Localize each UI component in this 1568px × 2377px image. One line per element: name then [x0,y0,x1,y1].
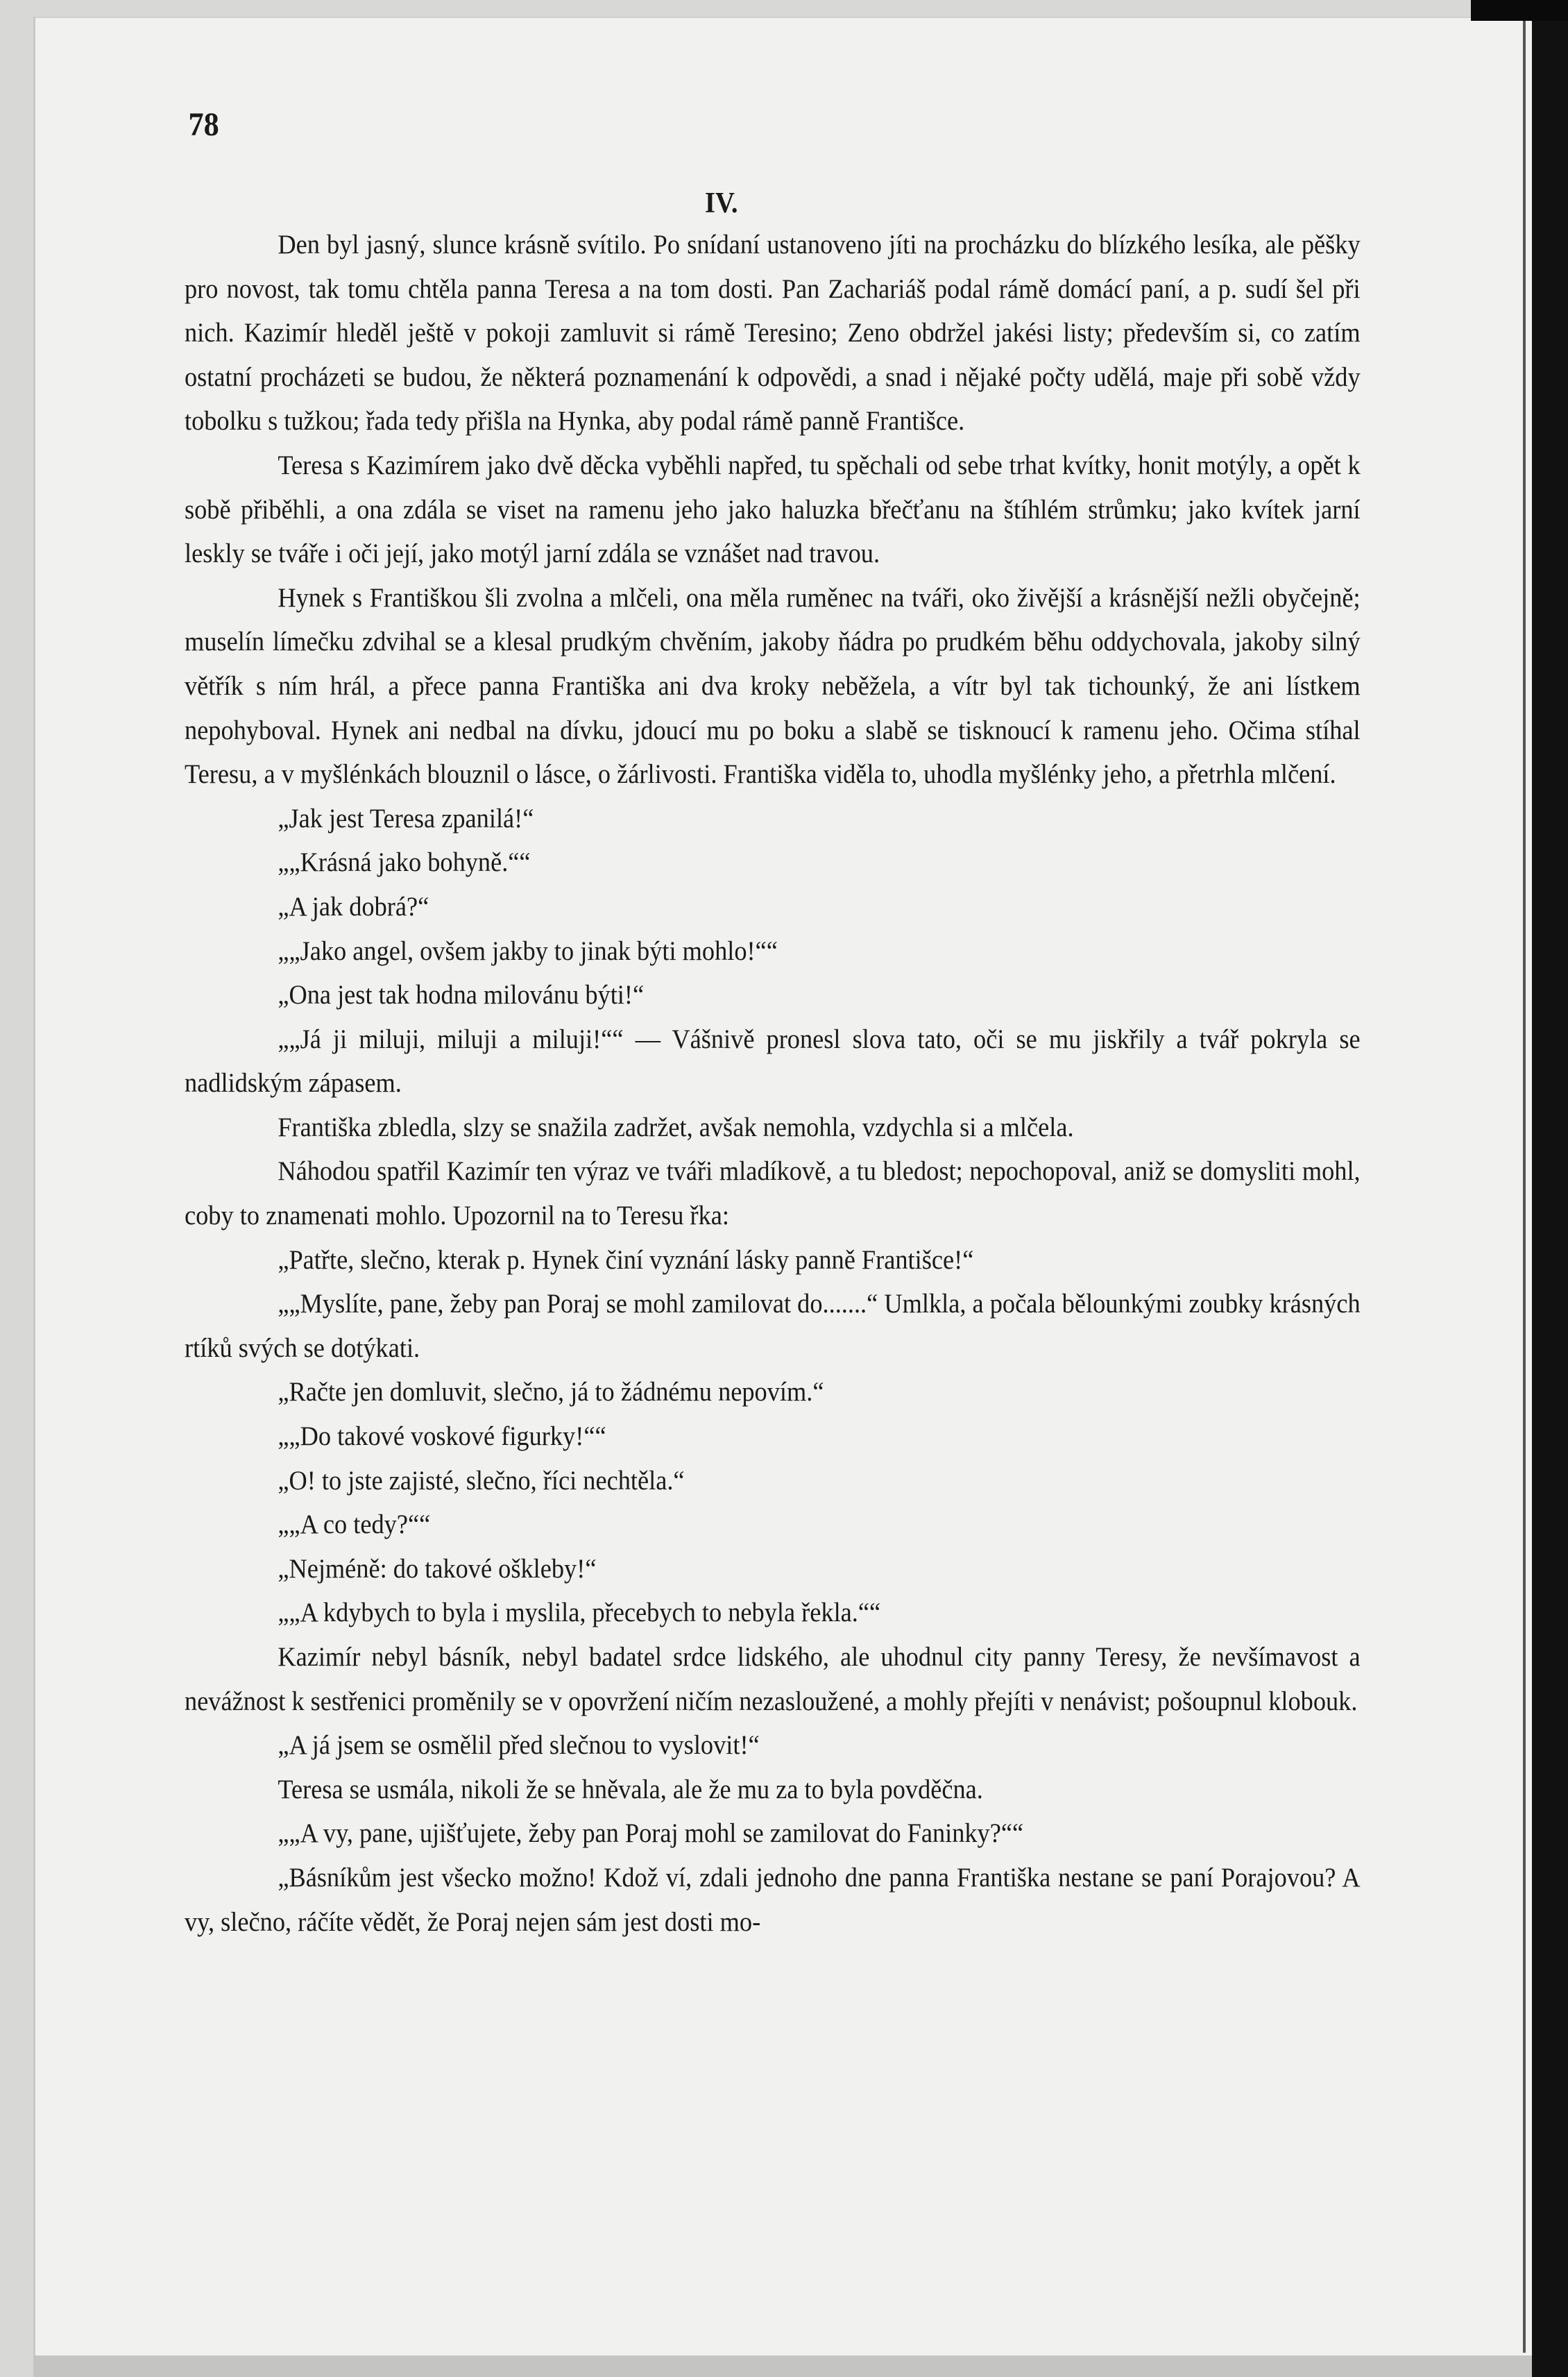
dialogue-line: „„Já ji miluji, miluji a miluji!““ — Vášnivě pronesl slova tato, oči se mu jiskřily a tvář pokryla se nadlidským zápasem. [185,1023,1361,1099]
dialogue-line: „Básníkům jest všecko možno! Kdož ví, zdali jednoho dne panna Františka nestane se paní Porajovou? A vy, slečno, ráčíte vědět, že Poraj nejen sám jest dosti mo- [185,1861,1361,1937]
paragraph: Náhodou spatřil Kazimír ten výraz ve tváři mladíkově, a tu bledost; nepochopoval, aniž se domysliti mohl, coby to znamenati mohlo. Upozornil na to Teresu řka: [185,1156,1361,1231]
paragraph: Hynek s Františkou šli zvolna a mlčeli, ona měla ruměnec na tváři, oko živější a krásnější nežli obyčejně; muselín límečku zdvihal se a klesal prudkým chvěním, jakoby ňádra po prudkém běhu oddychovala, jakoby silný větřík s ním hrál, a přece panna Františka ani dva kroky neběžela, a vítr byl tak tichounký, že ani lístkem nepohyboval. Hynek ani nedbal na dívku, jdoucí mu po boku a slabě se tisknoucí k ramenu jeho. Očima stíhal Teresu, a v myšlénkách blouznil o lásce, o žárlivosti. Františka viděla to, uhodla myšlénky jeho, a přetrhla mlčení. [185,582,1361,790]
scan-border-bottom [33,2355,1532,2377]
dialogue-line: „Ona jest tak hodna milovánu býti!“ [278,979,645,1010]
page-number: 78 [188,106,219,143]
dialogue-line: „Jak jest Teresa zpanilá!“ [278,802,534,834]
dialogue-line: „„Jako angel, ovšem jakby to jinak býti mohlo!““ [278,935,778,966]
dialogue-line: „A jak dobrá?“ [278,890,429,922]
paragraph: Teresa s Kazimírem jako dvě děcka vyběhli napřed, tu spěchali od sebe trhat kvítky, honit motýly, a opět k sobě přiběhli, a ona zdála se viset na ramenu jeho jako haluzka břečťanu na štíhlém strůmku; jako kvítek jarní leskly se tváře i oči její, jako motýl jarní zdála se vznášet nad travou. [185,449,1361,569]
dialogue-line: „„Krásná jako bohyně.““ [278,847,531,878]
dialogue-line: „„A co tedy?““ [278,1509,431,1540]
scan-border-top [1471,0,1568,21]
paragraph: Františka zbledla, slzy se snažila zadržet, avšak nemohla, vzdychla si a mlčela. [278,1111,1074,1142]
paragraph: Teresa se usmála, nikoli že se hněvala, ale že mu za to byla povděčna. [278,1773,983,1804]
dialogue-line: „„Do takové voskové figurky!““ [278,1421,606,1452]
chapter-heading: IV. [704,187,738,219]
dialogue-line: „„Myslíte, pane, žeby pan Poraj se mohl zamilovat do.......“ Umlkla, a počala bělounkými zoubky krásných rtíků svých se dotýkati. [185,1288,1361,1363]
dialogue-line: „„A vy, pane, ujišťujete, žeby pan Poraj mohl se zamilovat do Faninky?““ [278,1818,1024,1849]
dialogue-line: „„A kdybych to byla i myslila, přecebych to nebyla řekla.““ [278,1597,881,1628]
paragraph: Kazimír nebyl básník, nebyl badatel srdce lidského, ale uhodnul city panny Teresy, že nevšímavost a nevážnost k sestřenici proměnily se v opovržení ničím nezasloužené, a mohly přejíti v nenávist; pošoupnul klobouk. [185,1641,1361,1716]
page-content [185,104,1361,1944]
dialogue-line: „Račte jen domluvit, slečno, já to žádnému nepovím.“ [278,1376,824,1407]
page-edge-line [1523,21,1526,2353]
paragraph: Den byl jasný, slunce krásně svítilo. Po snídaní ustanoveno jíti na procházku do blízkého lesíka, ale pěšky pro novost, tak tomu chtěla panna Teresa a na tom dosti. Pan Zachariáš podal rámě domácí paní, a p. sudí šel při nich. Kazimír hleděl ještě v pokoji zamluvit si rámě Teresino; Zeno obdržel jakési listy; především si, co zatím ostatní procházeti se budou, že některá poznamenání k odpovědi, a snad i nějaké počty udělá, maje při sobě vždy tobolku s tužkou; řada tedy přišla na Hynka, aby podal rámě panně Františce. [185,229,1361,437]
dialogue-line: „Patřte, slečno, kterak p. Hynek činí vyznání lásky panně Františce!“ [278,1244,974,1275]
scan-border-right [1532,21,1568,2377]
dialogue-line: „A já jsem se osmělil před slečnou to vyslovit!“ [278,1729,760,1761]
dialogue-line: „Nejméně: do takové ošklebу!“ [278,1553,597,1584]
dialogue-line: „O! to jste zajisté, slečno, říci nechtěla.“ [278,1464,685,1496]
